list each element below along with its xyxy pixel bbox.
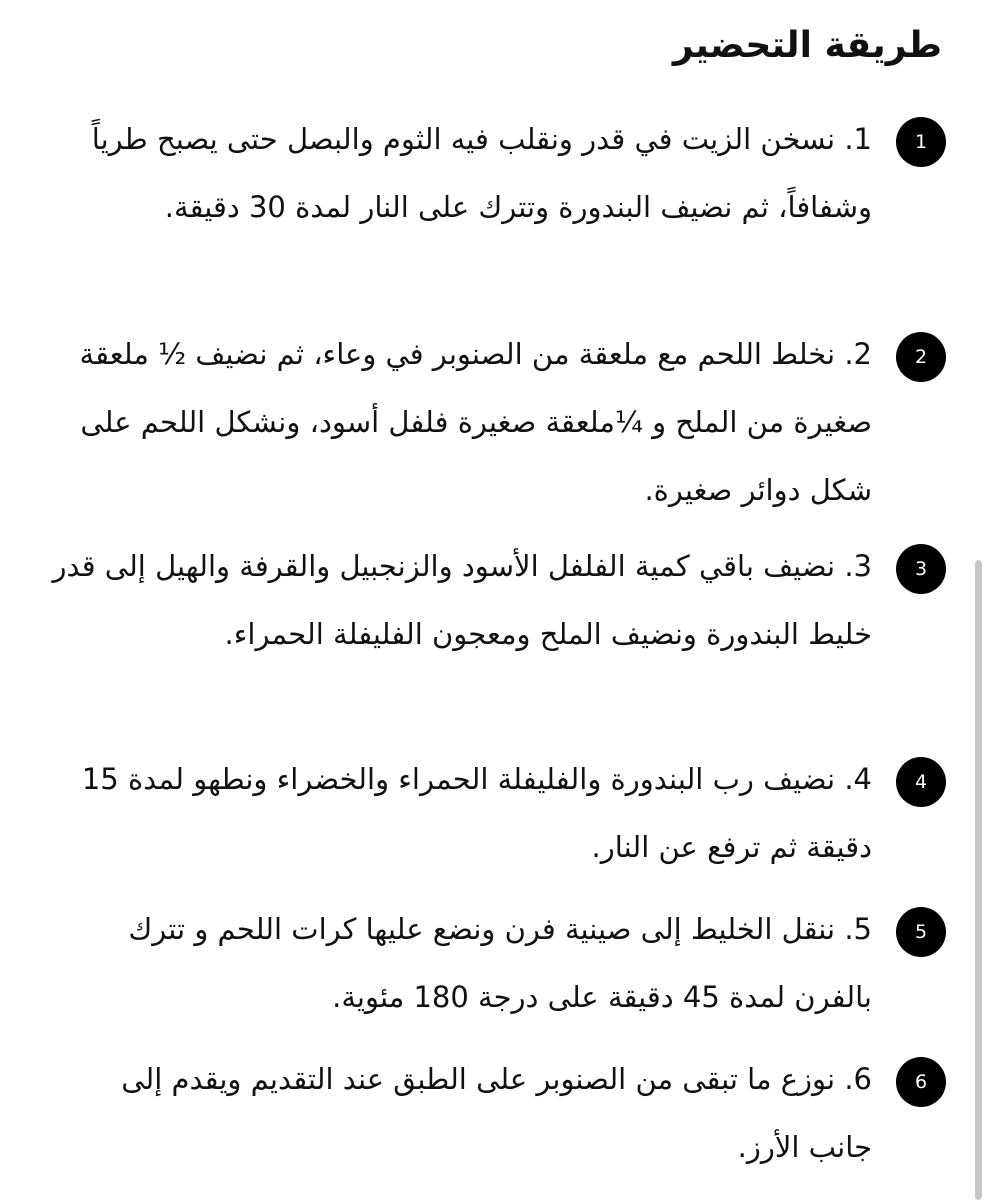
step-number-badge: 2 <box>896 332 946 382</box>
step-text: 3. نضيف باقي كمية الفلفل الأسود والزنجبيل والقرفة والهيل إلى قدر خليط البندورة ونضيف الملح ومعجون الفليفلة الحمراء. <box>52 549 872 651</box>
step-text: 5. ننقل الخليط إلى صينية فرن ونضع عليها كرات اللحم و تترك بالفرن لمدة 45 دقيقة على درجة 180 مئوية. <box>128 912 872 1014</box>
step-text: 4. نضيف رب البندورة والفليفلة الحمراء والخضراء ونطهو لمدة 15 دقيقة ثم ترفع عن النار. <box>81 762 872 864</box>
scrollbar[interactable] <box>975 560 982 1200</box>
scrollbar-thumb[interactable] <box>975 560 982 1200</box>
step-text: 2. نخلط اللحم مع ملعقة من الصنوبر في وعاء، ثم نضيف ½ ملعقة صغيرة من الملح و ¼ملعقة صغيرة فلفل أسود، ونشكل اللحم على شكل دوائر صغيرة. <box>79 337 872 507</box>
step-text: 6. نوزع ما تبقى من الصنوبر على الطبق عند التقديم ويقدم إلى جانب الأرز. <box>121 1062 872 1164</box>
section-title: طريقة التحضير <box>672 25 942 66</box>
step-number-badge: 1 <box>896 117 946 167</box>
step-number-badge: 4 <box>896 757 946 807</box>
step-number-badge: 5 <box>896 907 946 957</box>
step-number-badge: 3 <box>896 544 946 594</box>
step-number-badge: 6 <box>896 1057 946 1107</box>
step-text: 1. نسخن الزيت في قدر ونقلب فيه الثوم والبصل حتى يصبح طرياً وشفافاً، ثم نضيف البندورة وتترك على النار لمدة 30 دقيقة. <box>91 122 872 224</box>
